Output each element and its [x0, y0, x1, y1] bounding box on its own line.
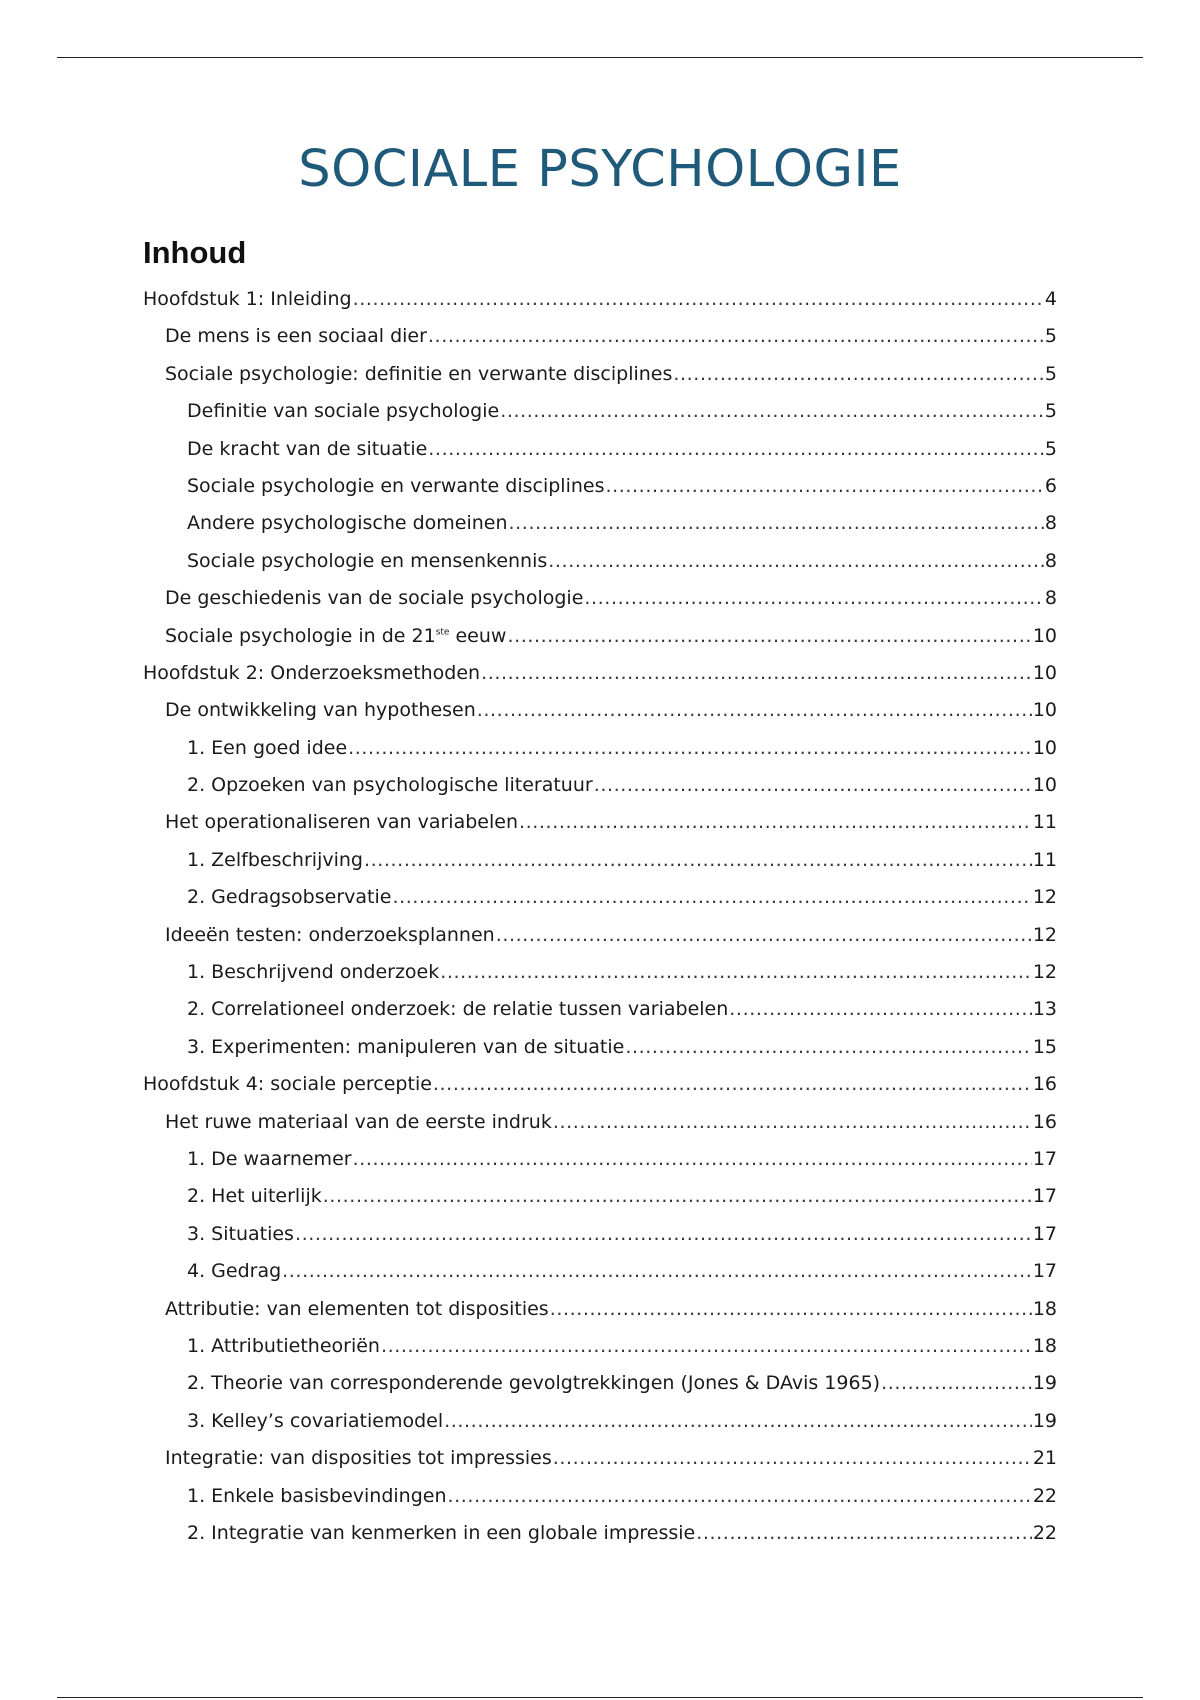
toc-entry[interactable]	[143, 1111, 1057, 1148]
toc-entry-title: 2. Opzoeken van psychologische literatuur	[187, 774, 593, 797]
toc-page-number: 10	[1032, 699, 1057, 722]
toc-page-number: 8	[1044, 512, 1057, 535]
toc-entry-title: 1. Een goed idee	[187, 736, 348, 759]
toc-page-number: 12	[1032, 923, 1057, 946]
document-title: SOCIALE PSYCHOLOGIE	[298, 140, 902, 199]
toc-leader-dots	[448, 1485, 1032, 1507]
toc-page-number: 19	[1032, 1409, 1057, 1432]
toc-page-number: 11	[1032, 811, 1057, 834]
toc-leader-dots	[428, 438, 1044, 460]
toc-leader-dots	[548, 550, 1044, 572]
toc-leader-dots	[519, 811, 1032, 833]
footer-rule	[57, 1697, 1143, 1698]
toc-entry[interactable]	[143, 1036, 1057, 1073]
toc-entry-title: Ideeën testen: onderzoeksplannen	[165, 923, 495, 946]
toc-entry[interactable]	[143, 1073, 1057, 1110]
toc-entry[interactable]	[143, 1447, 1057, 1484]
toc-entry-title: 1. Beschrijvend onderzoek	[187, 961, 440, 984]
toc-entry-title: 3. Experimenten: manipuleren van de situatie	[187, 1035, 625, 1058]
toc-leader-dots	[550, 1298, 1032, 1320]
toc-entry[interactable]	[143, 587, 1057, 624]
toc-leader-dots	[625, 1036, 1031, 1058]
toc-entry-title: 1. Attributietheoriën	[187, 1334, 380, 1357]
toc-entry[interactable]	[143, 699, 1057, 736]
toc-leader-dots	[696, 1522, 1032, 1544]
toc-entry[interactable]	[143, 849, 1057, 886]
toc-leader-dots	[348, 737, 1032, 759]
toc-entry[interactable]	[143, 438, 1057, 475]
toc-page-number: 22	[1032, 1521, 1057, 1544]
toc-entry[interactable]	[143, 961, 1057, 998]
toc-entry-title: 1. Zelfbeschrijving	[187, 848, 363, 871]
toc-page-number: 10	[1032, 774, 1057, 797]
toc-page-number: 17	[1032, 1222, 1057, 1245]
toc-page-number: 16	[1032, 1073, 1057, 1096]
toc-page-number: 12	[1032, 886, 1057, 909]
toc-entry[interactable]	[143, 512, 1057, 549]
toc-leader-dots	[481, 662, 1032, 684]
toc-entry[interactable]	[143, 1372, 1057, 1409]
toc-page-number: 4	[1044, 288, 1057, 310]
toc-leader-dots	[509, 512, 1044, 534]
toc-entry[interactable]	[143, 737, 1057, 774]
toc-leader-dots	[881, 1372, 1032, 1394]
toc-page-number: 11	[1032, 848, 1057, 871]
toc-entry-title: 3. Kelley’s covariatiemodel	[187, 1409, 444, 1432]
toc-entry-title: 2. Het uiterlijk	[187, 1185, 322, 1208]
toc-leader-dots	[507, 625, 1031, 647]
toc-entry-title: 4. Gedrag	[187, 1260, 282, 1283]
toc-entry-title: Sociale psychologie in de 21ste eeuw	[165, 624, 507, 647]
toc-leader-dots	[440, 961, 1032, 983]
toc-leader-dots	[553, 1447, 1032, 1469]
toc-leader-dots	[584, 587, 1044, 609]
toc-page-number: 17	[1032, 1147, 1057, 1170]
toc-entry[interactable]	[143, 774, 1057, 811]
toc-page-number: 17	[1032, 1260, 1057, 1283]
toc-entry[interactable]	[143, 924, 1057, 961]
toc-leader-dots	[428, 325, 1044, 347]
toc-page-number: 15	[1032, 1035, 1057, 1058]
toc-leader-dots	[496, 924, 1032, 946]
toc-entry-title: De ontwikkeling van hypothesen	[165, 699, 476, 722]
toc-leader-dots	[553, 1111, 1032, 1133]
toc-page-number: 5	[1044, 325, 1057, 348]
toc-entry-title: Integratie: van disposities tot impressies	[165, 1447, 552, 1470]
toc-page-number: 5	[1044, 362, 1057, 385]
toc-leader-dots	[605, 475, 1043, 497]
toc-entry-title: 3. Situaties	[187, 1222, 294, 1245]
toc-entry-title: Hoofdstuk 4: sociale perceptie	[143, 1073, 432, 1096]
toc-page-number: 10	[1032, 661, 1057, 684]
toc-entry-title: Attributie: van elementen tot disposities	[165, 1297, 549, 1320]
toc-leader-dots	[433, 1073, 1032, 1095]
toc-entry[interactable]	[143, 475, 1057, 512]
toc-entry[interactable]	[143, 1223, 1057, 1260]
toc-page-number: 19	[1032, 1372, 1057, 1395]
toc-entry-title: 1. Enkele basisbevindingen	[187, 1484, 447, 1507]
toc-leader-dots	[381, 1335, 1032, 1357]
toc-page-number: 5	[1044, 437, 1057, 460]
toc-leader-dots	[392, 886, 1031, 908]
toc-entry[interactable]	[143, 998, 1057, 1035]
toc-entry-title: Andere psychologische domeinen	[187, 512, 508, 535]
toc-entry-title: Het operationaliseren van variabelen	[165, 811, 518, 834]
toc-page-number: 17	[1032, 1185, 1057, 1208]
toc-leader-dots	[477, 699, 1032, 721]
toc-page-number: 13	[1032, 998, 1057, 1021]
toc-entry[interactable]	[143, 1335, 1057, 1372]
toc-entry[interactable]	[143, 662, 1057, 699]
toc-entry[interactable]	[143, 811, 1057, 848]
toc-entry-title: Hoofdstuk 1: Inleiding	[143, 288, 352, 310]
toc-entry-title: 2. Correlationeel onderzoek: de relatie tussen variabelen	[187, 998, 729, 1021]
toc-page-number: 10	[1032, 624, 1057, 647]
toc-entry-title: 2. Theorie van corresponderende gevolgtrekkingen (Jones & DAvis 1965)	[187, 1372, 881, 1395]
table-of-contents	[143, 288, 1057, 1559]
toc-page-number: 8	[1044, 587, 1057, 610]
toc-entry-title: Sociale psychologie en verwante disciplines	[187, 474, 605, 497]
toc-leader-dots	[323, 1185, 1032, 1207]
toc-page-number: 16	[1032, 1110, 1057, 1133]
toc-leader-dots	[444, 1410, 1032, 1432]
toc-entry[interactable]	[143, 400, 1057, 437]
toc-entry-title: Het ruwe materiaal van de eerste indruk	[165, 1110, 552, 1133]
toc-page-number: 21	[1032, 1447, 1057, 1470]
toc-entry-title: Hoofdstuk 2: Onderzoeksmethoden	[143, 661, 481, 684]
toc-entry-title: Definitie van sociale psychologie	[187, 400, 500, 423]
toc-leader-dots	[353, 1148, 1032, 1170]
toc-entry[interactable]	[143, 1298, 1057, 1335]
toc-leader-dots	[353, 288, 1044, 310]
toc-page-number: 12	[1032, 961, 1057, 984]
toc-leader-dots	[673, 363, 1044, 385]
toc-entry-title: 2. Integratie van kenmerken in een globale impressie	[187, 1521, 696, 1544]
toc-entry[interactable]	[143, 1522, 1057, 1559]
toc-leader-dots	[295, 1223, 1032, 1245]
toc-leader-dots	[500, 400, 1044, 422]
toc-entry[interactable]	[143, 1485, 1057, 1522]
header-rule	[57, 57, 1143, 58]
toc-page-number: 18	[1032, 1334, 1057, 1357]
toc-entry[interactable]	[143, 288, 1057, 325]
toc-page-number: 5	[1044, 400, 1057, 423]
toc-entry[interactable]	[143, 1260, 1057, 1297]
toc-heading: Inhoud	[143, 235, 247, 270]
toc-entry[interactable]	[143, 625, 1057, 662]
toc-entry-title: Sociale psychologie en mensenkennis	[187, 549, 548, 572]
toc-entry[interactable]	[143, 363, 1057, 400]
toc-page-number: 8	[1044, 549, 1057, 572]
toc-page-number: 6	[1044, 474, 1057, 497]
toc-entry-title: De geschiedenis van de sociale psychologie	[165, 587, 584, 610]
toc-leader-dots	[364, 849, 1032, 871]
toc-page-number: 18	[1032, 1297, 1057, 1320]
toc-entry[interactable]	[143, 1148, 1057, 1185]
toc-page-number: 22	[1032, 1484, 1057, 1507]
toc-leader-dots	[729, 998, 1032, 1020]
toc-entry-title: De mens is een sociaal dier	[165, 325, 427, 348]
toc-entry[interactable]	[143, 886, 1057, 923]
toc-entry[interactable]	[143, 550, 1057, 587]
toc-entry[interactable]	[143, 325, 1057, 362]
toc-entry-title: De kracht van de situatie	[187, 437, 428, 460]
toc-entry-title: Sociale psychologie: definitie en verwante disciplines	[165, 362, 673, 385]
toc-leader-dots	[282, 1260, 1032, 1282]
toc-entry-title: 2. Gedragsobservatie	[187, 886, 392, 909]
toc-page-number: 10	[1032, 736, 1057, 759]
toc-entry[interactable]	[143, 1185, 1057, 1222]
toc-entry[interactable]	[143, 1410, 1057, 1447]
toc-leader-dots	[594, 774, 1032, 796]
toc-entry-title: 1. De waarnemer	[187, 1147, 352, 1170]
